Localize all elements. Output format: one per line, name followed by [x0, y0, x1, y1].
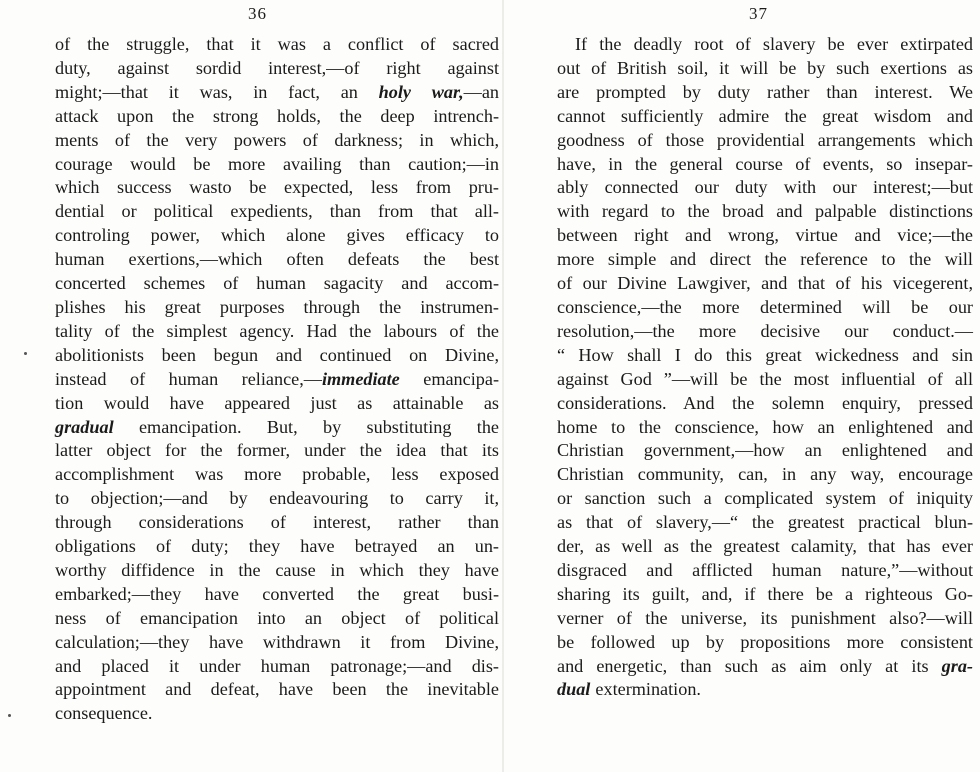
emphasized-text: gradual: [55, 416, 114, 437]
text-run: emancipation. But, by substituting the: [113, 416, 499, 437]
text-run: to objection;—and by endeavouring to carry it,: [55, 488, 499, 509]
text-run: calculation;—they have withdrawn it from Divine,: [55, 631, 499, 652]
text-run: tality of the simplest agency. Had the labours of the: [55, 320, 499, 341]
text-line: [55, 463, 499, 487]
text-run: worthy diffidence in the cause in which they have: [55, 559, 499, 580]
text-line: [557, 81, 973, 105]
text-run: duty, against sordid interest,—of right against: [55, 57, 499, 78]
text-run: embarked;—they have converted the great busi-: [55, 583, 499, 604]
text-run: dential or political expedients, than from that all-: [55, 201, 499, 222]
text-run: courage would be more availing than caution;—in: [55, 153, 499, 174]
text-line: [557, 583, 973, 607]
text-run: consequence.: [55, 703, 153, 724]
text-line: [557, 368, 973, 392]
text-run: of the struggle, that it was a conflict of sacred: [55, 34, 499, 54]
text-line: [557, 248, 973, 272]
text-line: [55, 344, 499, 368]
text-line: [557, 176, 973, 200]
text-run: cannot sufficiently admire the great wisdom and: [557, 105, 973, 126]
text-run: If the deadly root of slavery be ever extirpated: [575, 34, 973, 54]
text-line: [55, 224, 499, 248]
text-line: [55, 296, 499, 320]
text-run: appointment and defeat, have been the inevitable: [55, 679, 499, 700]
text-line: [55, 248, 499, 272]
text-run: out of British soil, it will be by such exertions as: [557, 57, 973, 78]
text-run: disgraced and afflicted human nature,”—without: [557, 559, 973, 580]
emphasized-text: immediate: [321, 368, 400, 389]
text-run: Christian government,—how an enlightened and: [557, 440, 973, 461]
text-run: as that of slavery,—“ the greatest practical blun-: [557, 512, 973, 533]
text-line: [55, 129, 499, 153]
text-run: human exertions,—which often defeats the best: [55, 249, 499, 270]
emphasized-text: holy war,: [378, 81, 464, 102]
text-run: conscience,—the more determined will be our: [557, 296, 973, 317]
text-run: with regard to the broad and palpable distinctions: [557, 201, 973, 222]
text-line: [557, 607, 973, 631]
book-gutter: [502, 0, 504, 772]
text-run: accomplishment was more probable, less exposed: [55, 464, 499, 485]
text-run: might;—that it was, in fact, an: [55, 81, 379, 102]
text-line: [55, 368, 499, 392]
text-run: tion would have appeared just as attainable as: [55, 392, 499, 413]
text-run: through considerations of interest, rather than: [55, 512, 499, 533]
text-run: sharing its guilt, and, if there be a righteous Go-: [557, 583, 973, 604]
text-line: [55, 320, 499, 344]
text-line: [557, 631, 973, 655]
text-line: [557, 511, 973, 535]
text-line: [55, 487, 499, 511]
text-line: [557, 272, 973, 296]
text-line: [557, 320, 973, 344]
text-line: [55, 583, 499, 607]
text-line: [557, 224, 973, 248]
left-page-text: [55, 33, 499, 726]
text-line: [55, 511, 499, 535]
text-run: plishes his great purposes through the instrumen-: [55, 296, 499, 317]
text-run: ness of emancipation into an object of political: [55, 607, 499, 628]
text-line: [55, 200, 499, 224]
text-line: [557, 129, 973, 153]
text-run: which success wasto be expected, less from pru-: [55, 177, 499, 198]
text-run: —an: [463, 81, 499, 102]
text-run: attack upon the strong holds, the deep intrench-: [55, 105, 499, 126]
text-line: [557, 678, 973, 702]
text-line: [55, 392, 499, 416]
text-line: [557, 463, 973, 487]
text-line: [557, 535, 973, 559]
text-run: extermination.: [590, 679, 701, 700]
text-run: or sanction such a complicated system of iniquity: [557, 488, 973, 509]
text-line: [55, 33, 499, 57]
page-number-right: 37: [749, 4, 768, 23]
text-run: obligations of duty; they have betrayed an un-: [55, 536, 499, 557]
text-line: [55, 559, 499, 583]
text-line: [557, 559, 973, 583]
text-line: [557, 105, 973, 129]
text-run: resolution,—the more decisive our conduct.—: [557, 320, 973, 341]
text-line: [55, 655, 499, 679]
text-run: concerted schemes of human sagacity and accom-: [55, 273, 499, 294]
text-run: verner of the universe, its punishment also?—will: [557, 607, 973, 628]
text-line: [557, 296, 973, 320]
text-run: have, in the general course of events, so insepar-: [557, 153, 973, 174]
text-line: [55, 631, 499, 655]
text-line: [55, 272, 499, 296]
text-line: [557, 392, 973, 416]
text-line: [55, 416, 499, 440]
text-line: [55, 607, 499, 631]
text-run: and placed it under human patronage;—and dis-: [55, 655, 499, 676]
text-line: [55, 57, 499, 81]
text-run: latter object for the former, under the idea that its: [55, 440, 499, 461]
page-number-left: 36: [248, 4, 267, 23]
text-line: [55, 439, 499, 463]
text-line: [557, 57, 973, 81]
text-run: and energetic, than such as aim only at its: [557, 655, 942, 676]
text-line: [55, 81, 499, 105]
text-run: controling power, which alone gives efficacy to: [55, 225, 499, 246]
text-line: [557, 153, 973, 177]
text-line: [557, 344, 973, 368]
text-line: [55, 176, 499, 200]
text-run: against God ”—will be the most influential of all: [557, 368, 973, 389]
text-run: abolitionists been begun and continued on Divine,: [55, 344, 499, 365]
text-run: ments of the very powers of darkness; in which,: [55, 129, 499, 150]
paper-speck: [24, 352, 27, 355]
text-line: [557, 439, 973, 463]
text-run: considerations. And the solemn enquiry, pressed: [557, 392, 973, 413]
text-line: [55, 702, 499, 726]
emphasized-text: dual: [557, 679, 591, 700]
text-run: der, as well as the greatest calamity, that has ever: [557, 536, 973, 557]
text-run: goodness of those providential arrangements which: [557, 129, 973, 150]
text-line: [55, 105, 499, 129]
text-run: of our Divine Lawgiver, and that of his vicegerent,: [557, 273, 973, 294]
text-line: [55, 678, 499, 702]
text-run: emancipa-: [399, 368, 500, 389]
text-run: ably connected our duty with our interest;—but: [557, 177, 973, 198]
right-page: [505, 0, 980, 772]
paper-speck: [8, 714, 11, 717]
text-line: [55, 153, 499, 177]
text-run: be followed up by propositions more consistent: [557, 631, 973, 652]
text-line: [557, 33, 973, 57]
text-line: [55, 535, 499, 559]
right-page-text: [557, 33, 973, 702]
text-run: home to the conscience, how an enlightened and: [557, 416, 973, 437]
text-run: instead of human reliance,—: [55, 368, 322, 389]
text-line: [557, 416, 973, 440]
text-run: “ How shall I do this great wickedness and sin: [557, 344, 973, 365]
text-run: are prompted by duty rather than interest. We: [557, 81, 973, 102]
text-line: [557, 655, 973, 679]
text-line: [557, 200, 973, 224]
text-run: Christian community, can, in any way, encourage: [557, 464, 973, 485]
text-run: more simple and direct the reference to the will: [557, 249, 973, 270]
text-line: [557, 487, 973, 511]
emphasized-text: gra-: [941, 655, 973, 676]
text-run: between right and wrong, virtue and vice;—the: [557, 225, 973, 246]
